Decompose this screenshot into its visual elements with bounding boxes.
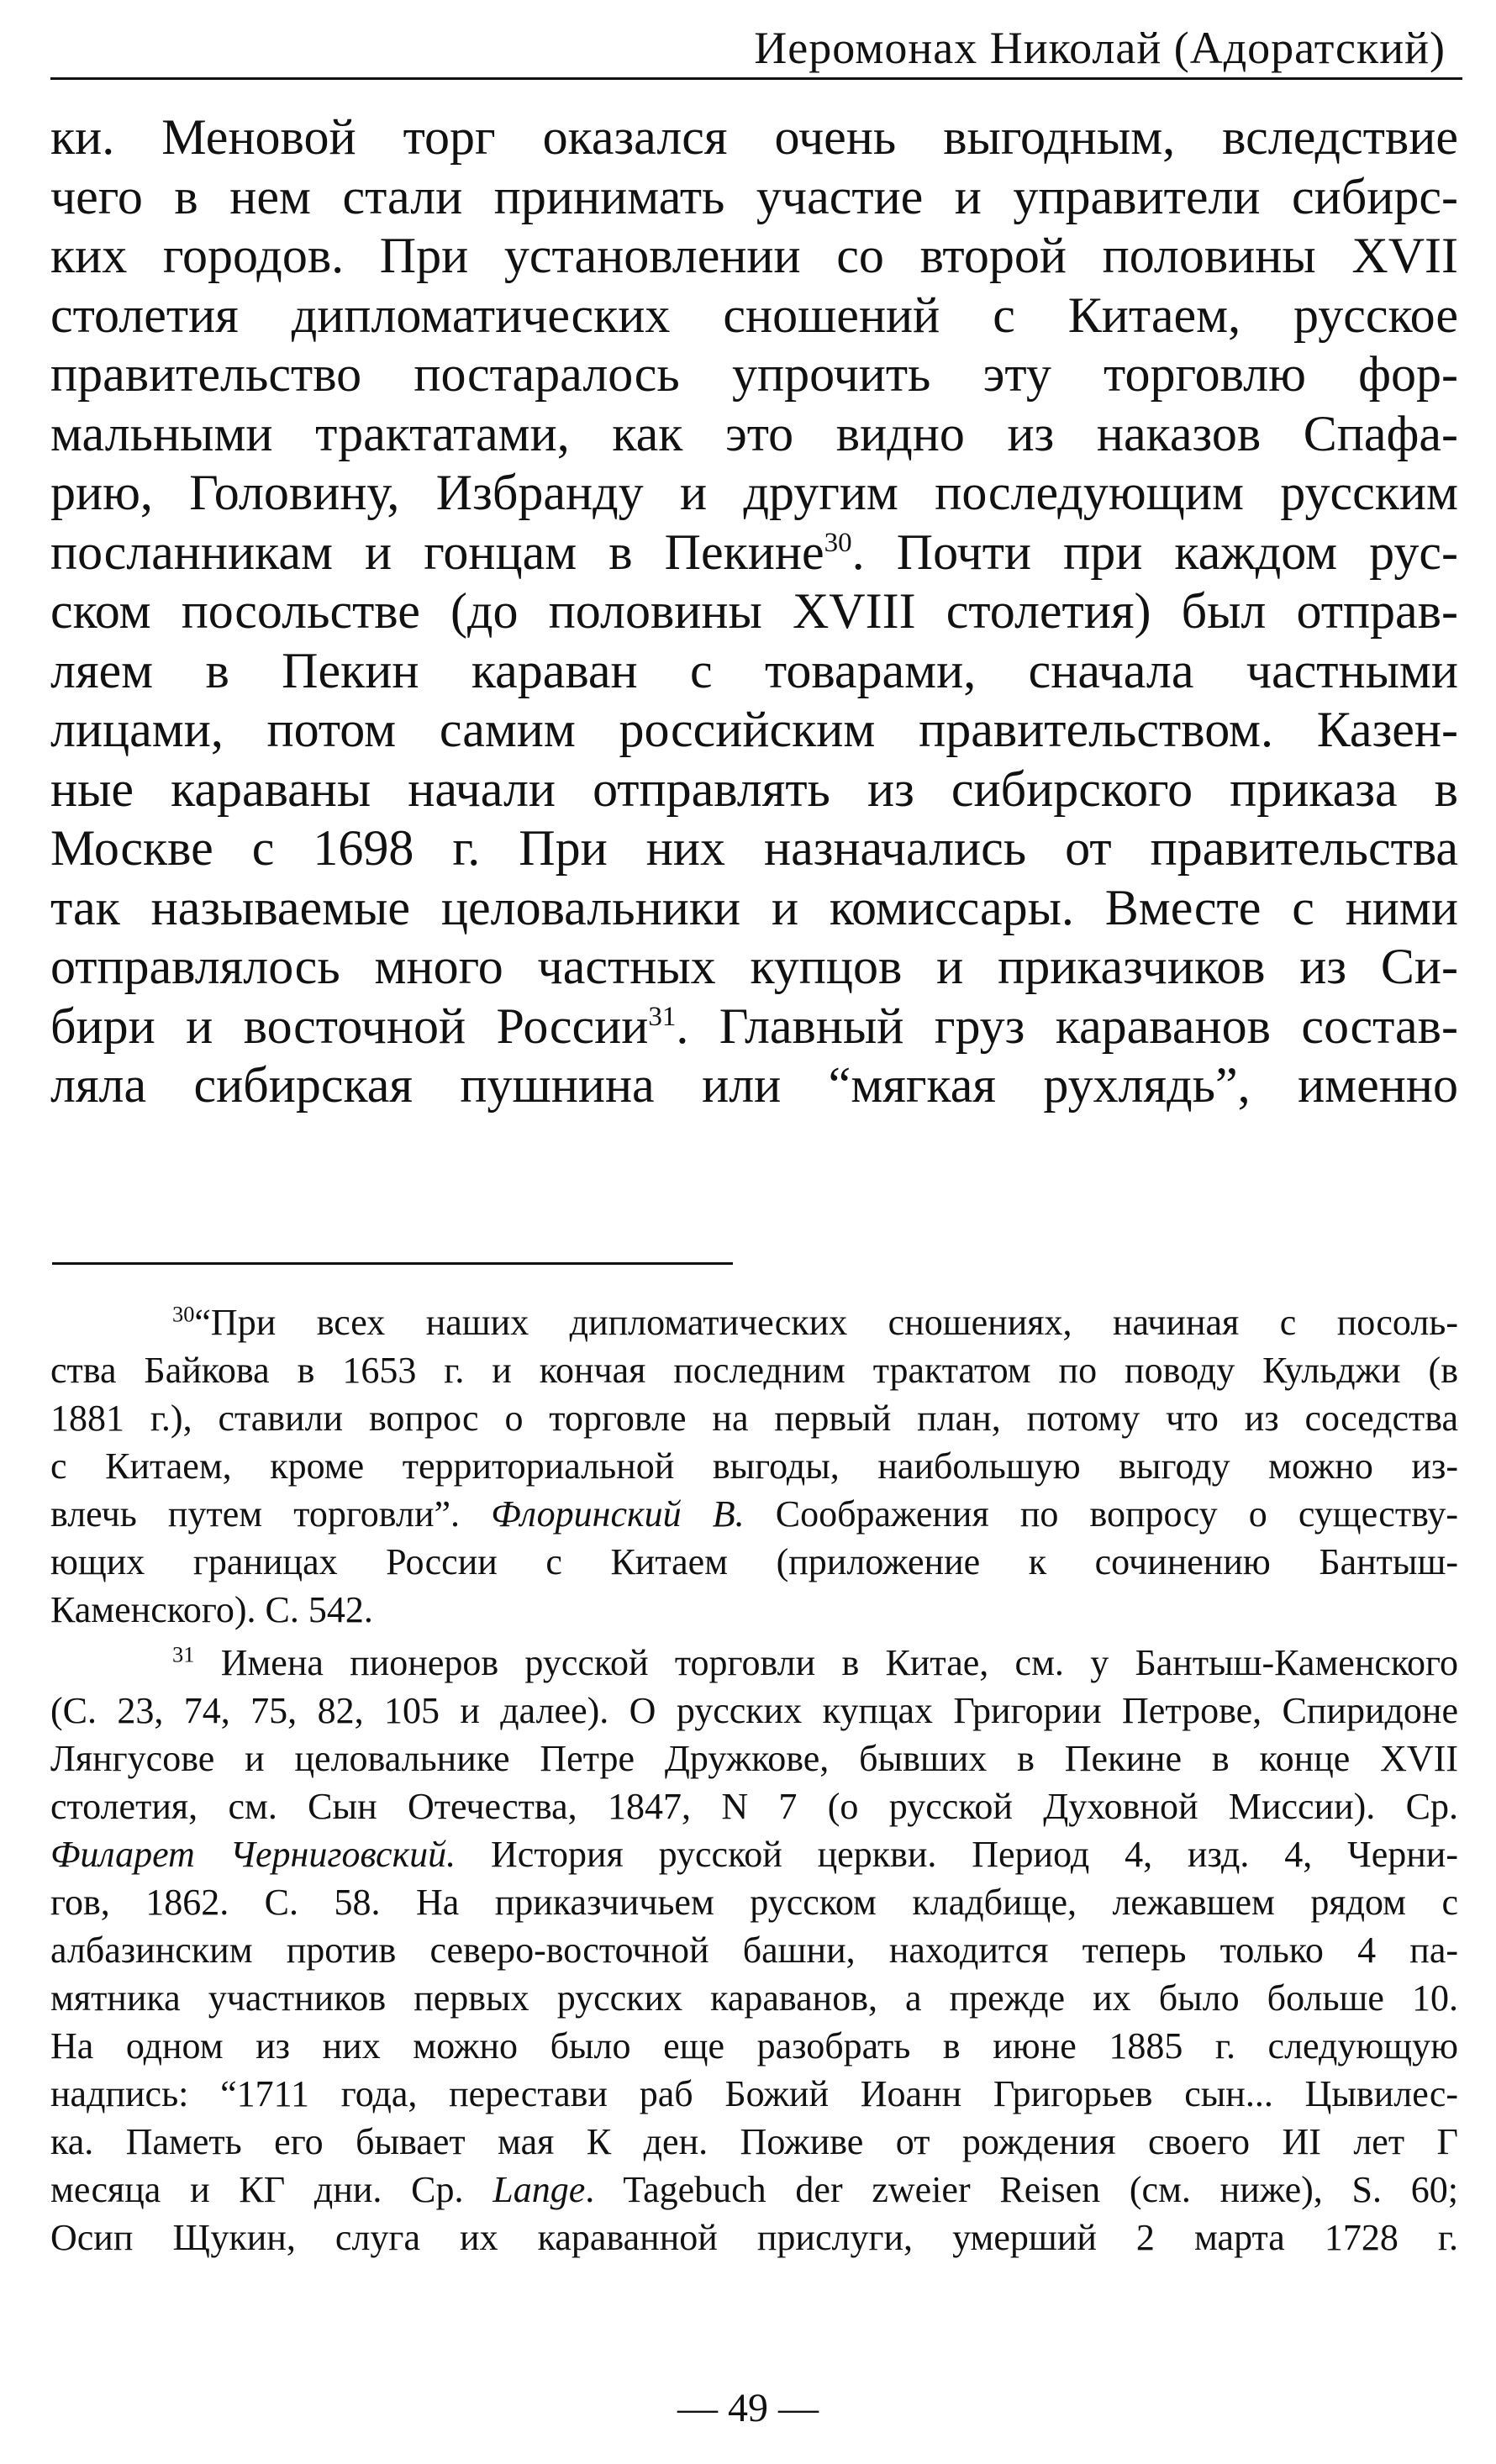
text-line: ском посольстве (до половины XVIII столетия) был отправ-	[50, 583, 1458, 639]
running-title: Иеромонах Николай (Адоратский)	[754, 23, 1446, 73]
author-name: Флоринский В.	[491, 1493, 745, 1535]
footnote-ref-30: 30	[824, 527, 852, 558]
page-number: — 49 —	[677, 2386, 819, 2430]
text-line: рию, Головину, Избранду и другим последующим русским	[50, 465, 1458, 520]
author-name: Филарет Черниговский.	[50, 1834, 456, 1875]
text-line: так называемые целовальники и комиссары. Вместе с ними	[50, 879, 1458, 935]
footnote-marker: 30	[172, 1301, 195, 1327]
footnote-31: $^{31}$ Имена пионеров русской торговли в Китае, см. у Бантыш-Каменского (С. 23, 74, 75, 82, 105 и далее). О русских купцах Григории Петрове, Спиридоне Лянгусове и целовальнике Петре Дружкове, бывших в Пекине в конце XVII столетия, см. Сын Отечества, 1847, N 7 (о русской Духовной Миссии). Ср. Филарет Черниговский. История русской церкви. Период 4, изд. 4, Черни- гов, 1862. С. 58. На приказчичьем русском кладбище, лежавшем рядом с албазинским против северо-восточной башни, находится теперь только 4 па- мятника участников первых русских караванов, а прежде их было больше 10. На одном из них можно было еще разобрать в июне 1885 г. следующую надпись: “1711 года, перестави раб Божий Иоанн Григорьев сын... Цывилес- ка. Паметь его бывает мая К ден. Поживе от рождения своего ИІ лет Г месяца и КГ дни. Ср. Lange. Tagebuch der zweier Reisen (см. ниже), S. 60; Осип Щукин, слуга их караванной прислуги, умерший 2 марта 1728 г.	[50, 1641, 1459, 2258]
text-line: чего в нем стали принимать участие и управители сибирс-	[50, 168, 1458, 224]
footnote-ref-31: 31	[648, 1001, 677, 1032]
text-line: ные караваны начали отправлять из сибирского приказа в	[50, 761, 1458, 817]
text-line: посланникам и гонцам в Пекине$^{30}$. Почти при каждом рус-	[50, 524, 1458, 580]
footnote-30: $^{30}$“При всех наших дипломатических сношениях, начиная с посоль- ства Байкова в 1653 г. и кончая последним трактатом по поводу Кульджи (в 1881 г.), ставили вопрос о торговле на первый план, потому что из соседства с Китаем, кроме территориальной выгоды, наибольшую выгоду можно из- влечь путем торговли”. Флоринский В. Соображения по вопросу о существу- ющих границах России с Китаем (приложение к сочинению Бантыш- Каменского). С. 542.	[50, 1301, 1458, 1630]
main-text	[50, 108, 1458, 1115]
text-line: правительство постаралось упрочить эту торговлю фор-	[50, 346, 1458, 402]
text-line: ляла сибирская пушнина или “мягкая рухлядь”, именно	[50, 1057, 1458, 1113]
running-head	[50, 18, 1462, 80]
text-line: лицами, потом самим российским правительством. Казен-	[50, 702, 1458, 757]
text-line: Москве с 1698 г. При них назначались от правительства	[50, 820, 1458, 876]
text-line: бири и восточной России$^{31}$. Главный груз караванов состав-	[50, 998, 1458, 1054]
text-line: столетия дипломатических сношений с Китаем, русское	[50, 287, 1458, 343]
text-line: ких городов. При установлении со второй половины XVII	[50, 228, 1458, 283]
footnotes	[50, 1298, 1458, 2267]
text-line: ляем в Пекин караван с товарами, сначала частными	[50, 642, 1458, 698]
text-line: ки. Меновой торг оказался очень выгодным, вследствие	[50, 109, 1458, 165]
text-line: мальными трактатами, как это видно из наказов Спафа-	[50, 405, 1458, 461]
author-name: Lange	[493, 2169, 586, 2210]
footnote-marker: 31	[172, 1641, 195, 1667]
footnote-separator	[52, 1262, 733, 1265]
text-line: отправлялось много частных купцов и приказчиков из Си-	[50, 939, 1458, 994]
